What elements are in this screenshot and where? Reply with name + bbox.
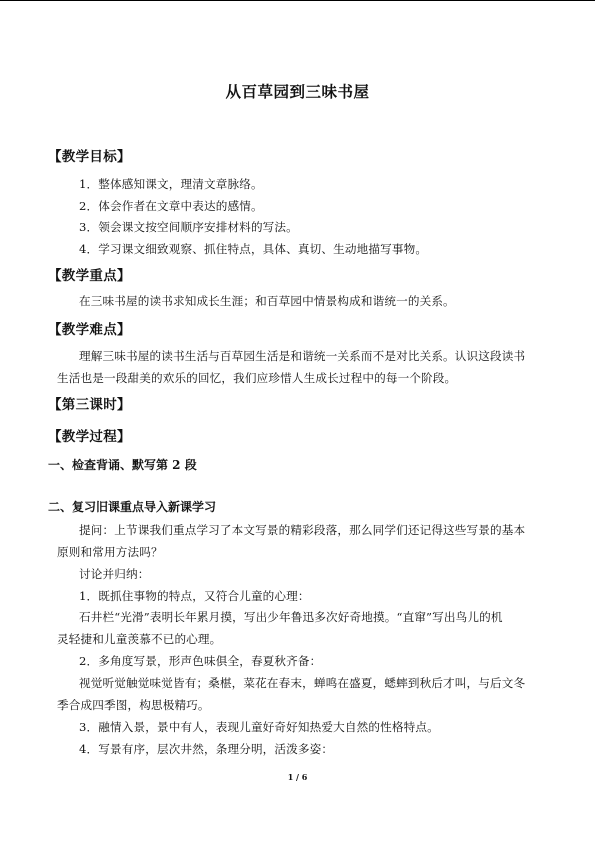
process-line-11: 4．写景有序，层次井然，条理分明，活泼多姿：: [79, 742, 334, 756]
difficulties-line-1: 理解三味书屋的读书生活与百草园生活是和谐统一关系而不是对比关系。认识这段读书: [79, 349, 526, 363]
process-step-2: 二、复习旧课重点导入新课学习: [48, 500, 217, 514]
heading-third-period: 【第三课时】: [48, 397, 131, 413]
heading-process: 【教学过程】: [48, 429, 131, 445]
process-line-3: 讨论并归纳：: [79, 567, 150, 581]
objective-item-2: 2．体会作者在文章中表达的感情。: [79, 199, 263, 213]
process-line-2: 原则和常用方法吗？: [57, 545, 163, 559]
process-line-10: 3．融情入景，景中有人，表现儿童好奇好知热爱大自然的性格特点。: [79, 720, 439, 734]
objective-item-1: 1．整体感知课文，理清文章脉络。: [79, 177, 263, 191]
heading-key-points: 【教学重点】: [48, 268, 131, 284]
page-number: 1 / 6: [287, 772, 308, 782]
header-rule: [0, 0, 595, 1]
process-line-9: 季合成四季图，构思极精巧。: [57, 698, 210, 712]
heading-objectives: 【教学目标】: [48, 149, 131, 165]
process-line-1: 提问：上节课我们重点学习了本文写景的精彩段落，那么同学们还记得这些写景的基本: [79, 523, 526, 537]
process-line-5: 石井栏“光滑”表明长年累月摸，写出少年鲁迅多次好奇地摸。“直窜”写出鸟儿的机: [79, 610, 503, 624]
objective-item-3: 3．领会课文按空间顺序安排材料的写法。: [79, 220, 298, 234]
key-points-text: 在三味书屋的读书求知成长生涯；和百草园中情景构成和谐统一的关系。: [79, 294, 455, 308]
difficulties-line-2: 生活也是一段甜美的欢乐的回忆，我们应珍惜人生成长过程中的每一个阶段。: [57, 371, 457, 385]
process-step-1: 一、检查背诵、默写第 2 段: [48, 458, 197, 472]
process-line-4: 1．既抓住事物的特点，又符合儿童的心理：: [79, 589, 310, 603]
document-title: 从百草园到三味书屋: [225, 82, 370, 101]
process-line-6: 灵轻捷和儿童羡慕不已的心理。: [57, 632, 222, 646]
process-line-8: 视觉听觉触觉味觉皆有；桑椹，菜花在春末，蝉鸣在盛夏，蟋蟀到秋后才叫，与后文冬: [79, 676, 526, 690]
heading-difficulties: 【教学难点】: [48, 322, 131, 338]
objective-item-4: 4．学习课文细致观察、抓住特点，具体、真切、生动地描写事物。: [79, 242, 428, 256]
process-line-7: 2．多角度写景，形声色味俱全，春夏秋齐备：: [79, 654, 322, 668]
